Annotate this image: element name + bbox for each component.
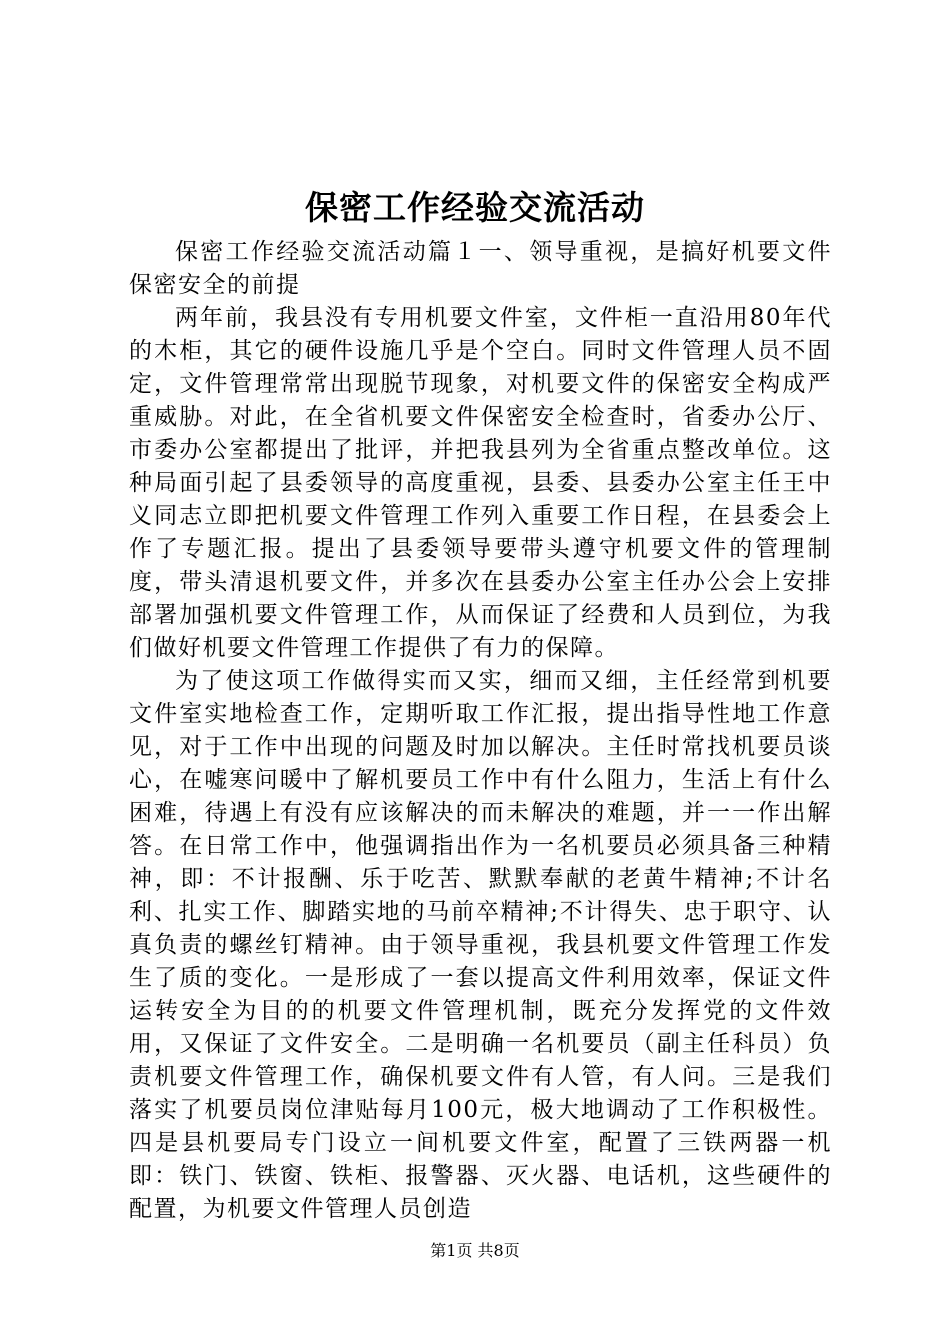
paragraph-1: 保密工作经验交流活动篇１一、领导重视，是搞好机要文件保密安全的前提 bbox=[129, 239, 832, 298]
page-footer: 第1页 共8页 bbox=[430, 1241, 520, 1260]
paragraph-3: 为了使这项工作做得实而又实，细而又细，主任经常到机要文件室实地检查工作，定期听取工作汇报，提出指导性地工作意见，对于工作中出现的问题及时加以解决。主任时常找机要员谈心，在嘘寒问暖中了解机要员工作中有什么阻力，生活上有什么困难，待遇上有没有应该解决的而未解决的难题，并一一作出解答。在日常工作中，他强调指出作为一名机要员必须具备三种精神，即：不计报酬、乐于吃苦、默默奉献的老黄牛精神;不计名利、扎实工作、脚踏实地的马前卒精神;不计得失、忠于职守、认真负责的螺丝钉精神。由于领导重视，我县机要文件管理工作发生了质的变化。一是形成了一套以提高文件利用效率，保证文件运转安全为目的的机要文件管理机制，既充分发挥党的文件效用，又保证了文件安全。二是明确一名机要员（副主任科员）负责机要文件管理工作，确保机要文件有人管，有人问。三是我们落实了机要员岗位津贴每月100元，极大地调动了工作积极性。四是县机要局专门设立一间机要文件室，配置了三铁两器一机即：铁门、铁窗、铁柜、报警器、灭火器、电话机，这些硬件的配置，为机要文件管理人员创造 bbox=[129, 668, 832, 1222]
document-body bbox=[129, 236, 832, 1226]
paragraph-2: 两年前，我县没有专用机要文件室，文件柜一直沿用80年代的木柜，其它的硬件设施几乎是个空白。同时文件管理人员不固定，文件管理常常出现脱节现象，对机要文件的保密安全构成严重威胁。对此，在全省机要文件保密安全检查时，省委办公厅、市委办公室都提出了批评，并把我县列为全省重点整改单位。这种局面引起了县委领导的高度重视，县委、县委办公室主任王中义同志立即把机要文件管理工作列入重要工作日程，在县委会上作了专题汇报。提出了县委领导要带头遵守机要文件的管理制度，带头清退机要文件，并多次在县委办公室主任办公会上安排部署加强机要文件管理工作，从而保证了经费和人员到位，为我们做好机要文件管理工作提供了有力的保障。 bbox=[129, 305, 832, 661]
document-title: 保密工作经验交流活动 bbox=[305, 188, 645, 227]
